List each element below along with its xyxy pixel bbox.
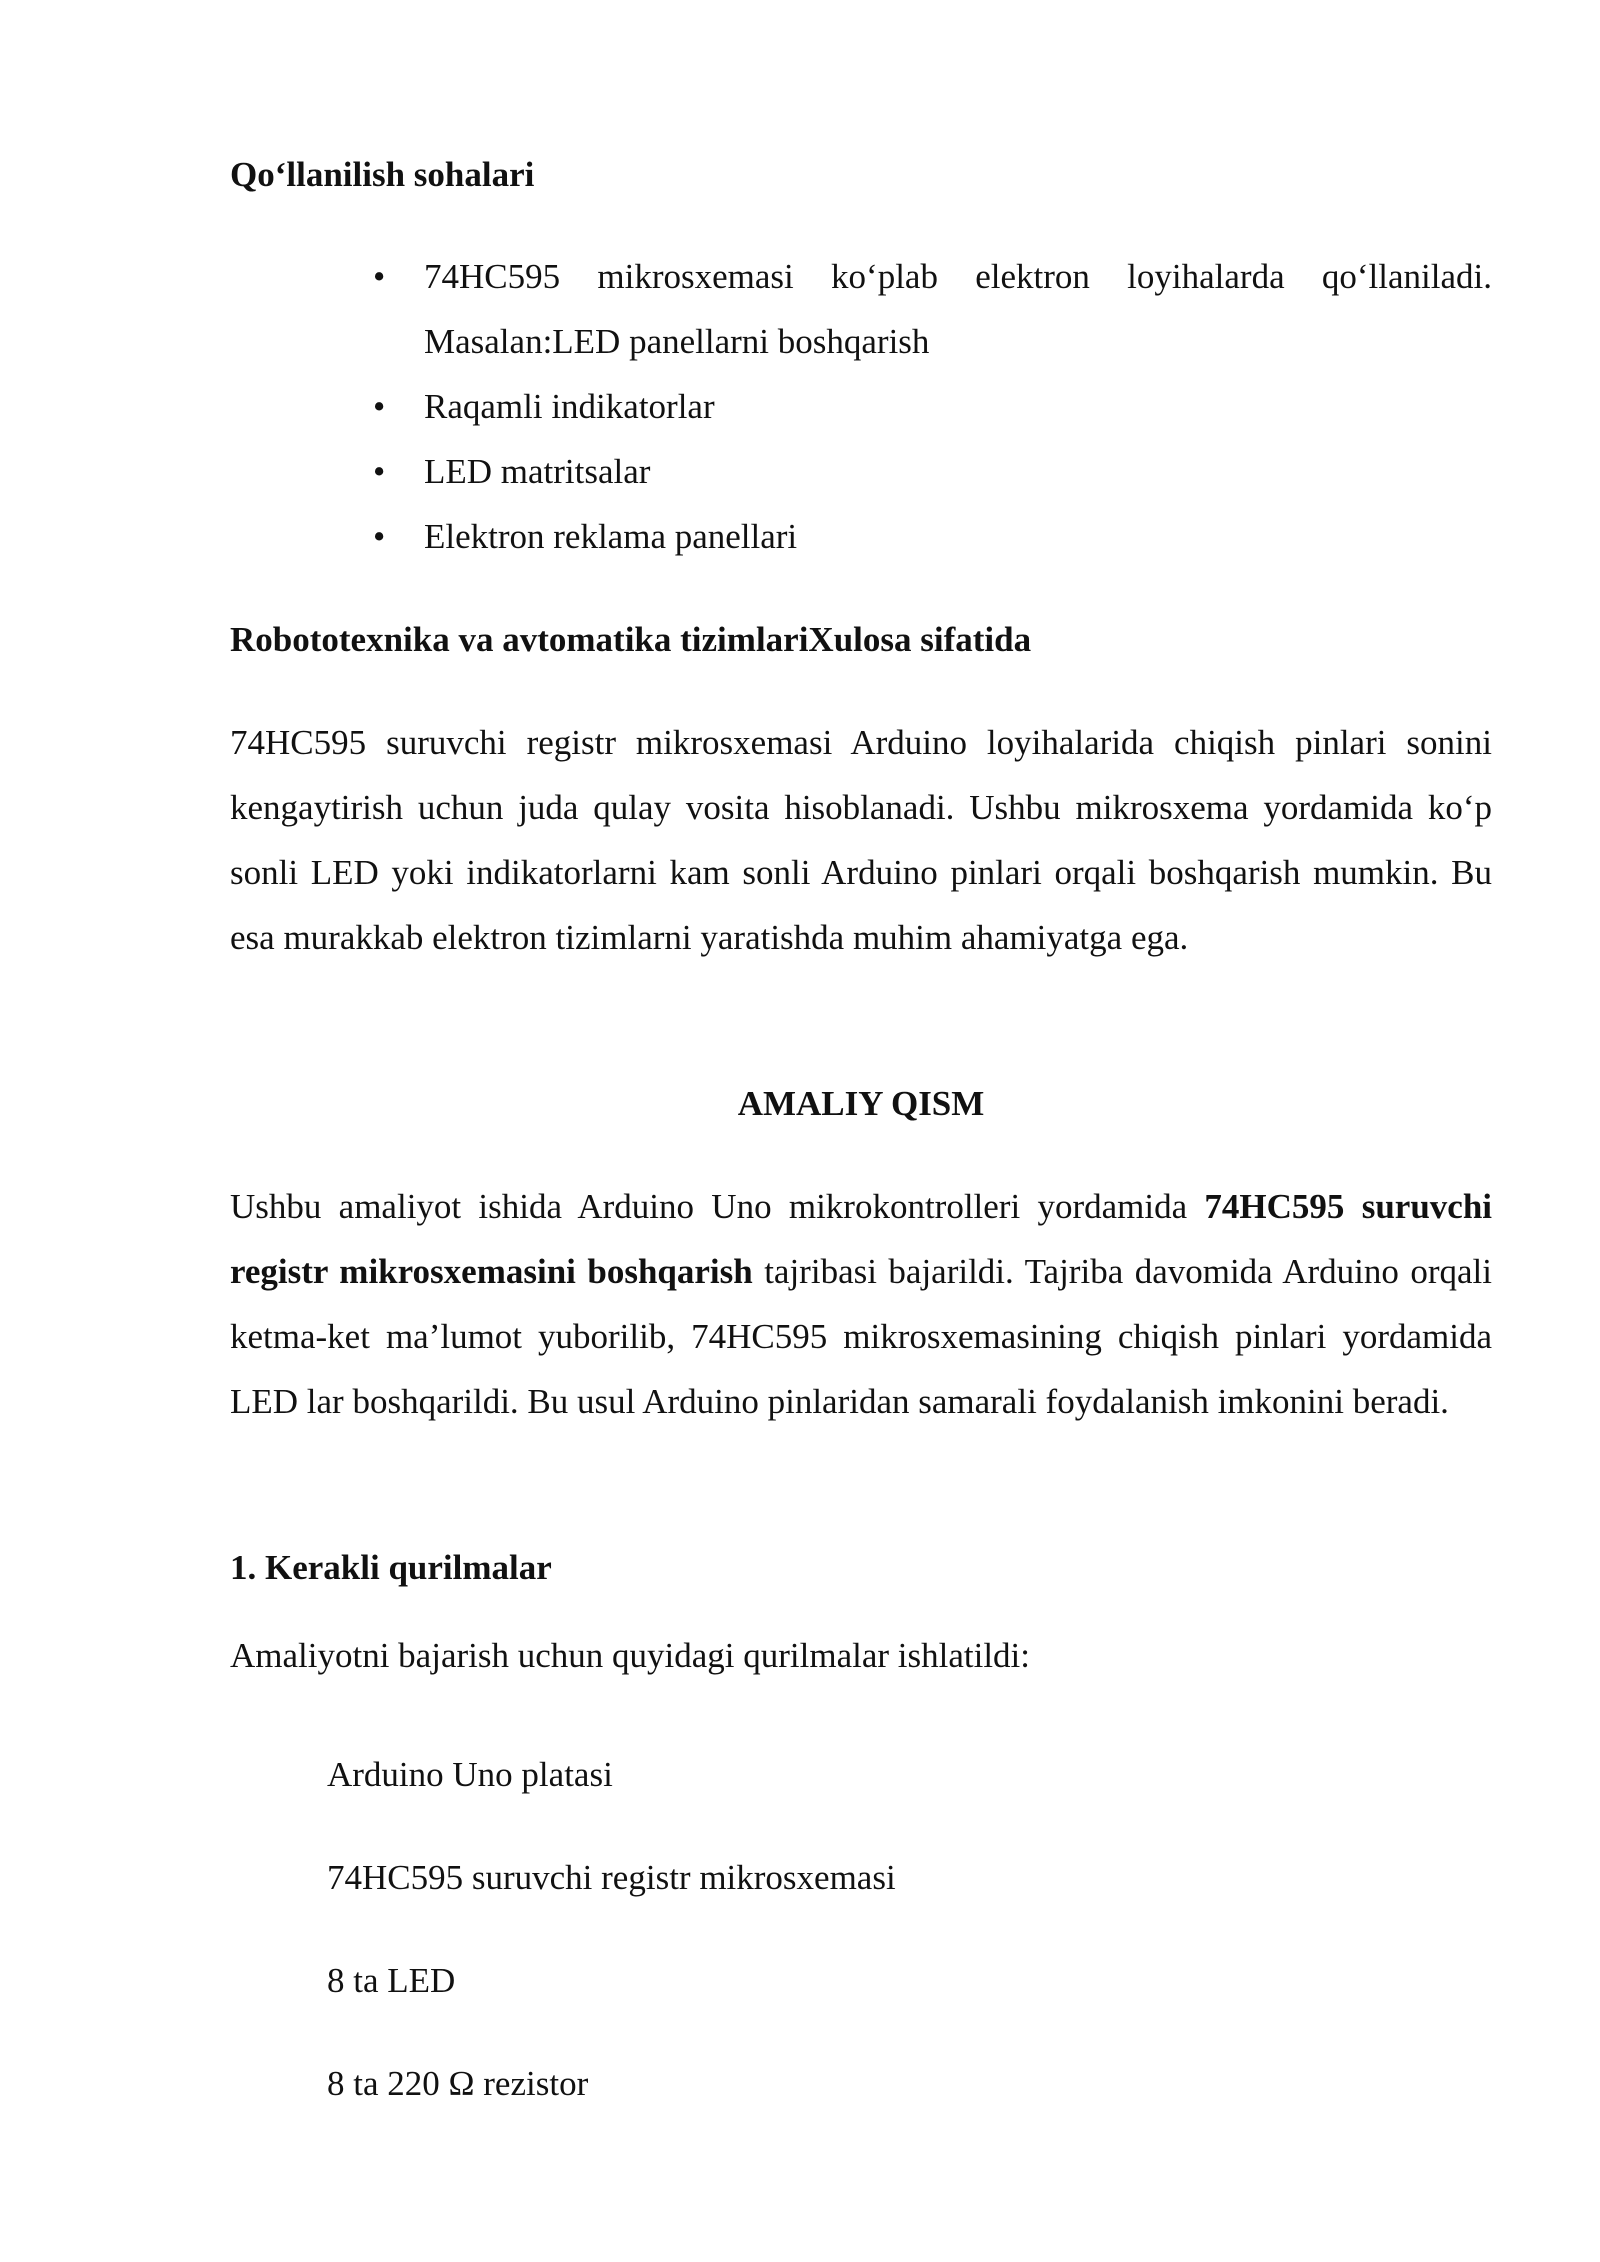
bullet-icon: • (373, 452, 386, 491)
practical-paragraph-text-end: tajribasi bajarildi. Tajriba davomida Arduino orqali ketma-ket ma’lumot yuborilib, 74HC595 mikrosxemasining chiqish pinlari yordamida LED lar boshqarildi. Bu usul Arduino pinlaridan samarali foydalanish imkonini beradi. (230, 1252, 1493, 1421)
equipment-intro: Amaliyotni bajarish uchun quyidagi qurilmalar ishlatildi: (230, 1636, 1030, 1675)
applications-bullet-list (230, 244, 1492, 569)
equipment-item: 8 ta 220 Ω rezistor (327, 2064, 589, 2103)
list-item (230, 504, 1492, 569)
list-item (230, 244, 1492, 374)
bullet-icon: • (373, 517, 386, 556)
bullet-text: Raqamli indikatorlar (424, 387, 715, 426)
bullet-icon: • (373, 387, 386, 426)
practical-paragraph (230, 1174, 1492, 1434)
equipment-item: 74HC595 suruvchi registr mikrosxemasi (327, 1858, 896, 1897)
section-heading-conclusion: Robototexnika va avtomatika tizimlariXulosa sifatida (230, 620, 1032, 659)
practical-paragraph-bold: 74HC595 suruvchi registr mikrosxemasini boshqarish (230, 1187, 1493, 1291)
bullet-text: 74HC595 mikrosxemasi ko‘plab elektron loyihalarda qo‘llaniladi. Masalan:LED panellarni boshqarish (424, 257, 1492, 361)
list-item (230, 374, 1492, 439)
bullet-icon: • (373, 257, 386, 296)
bullet-text: LED matritsalar (424, 452, 651, 491)
practical-part-title: AMALIY QISM (737, 1084, 985, 1123)
bullet-text: Elektron reklama panellari (424, 517, 798, 556)
list-item (230, 439, 1492, 504)
section-heading-equipment: 1. Kerakli qurilmalar (230, 1548, 552, 1587)
equipment-item: Arduino Uno platasi (327, 1755, 613, 1794)
conclusion-paragraph: 74HC595 suruvchi registr mikrosxemasi Arduino loyihalarida chiqish pinlari sonini kengaytirish uchun juda qulay vosita hisoblanadi. Ushbu mikrosxema yordamida ko‘p sonli LED yoki indikatorlarni kam sonli Arduino pinlari orqali boshqarish mumkin. Bu esa murakkab elektron tizimlarni yaratishda muhim ahamiyatga ega. (230, 723, 1492, 957)
practical-paragraph-text: Ushbu amaliyot ishida Arduino Uno mikrokontrolleri yordamida (230, 1187, 1205, 1226)
section-heading-applications: Qo‘llanilish sohalari (230, 155, 535, 194)
equipment-item: 8 ta LED (327, 1961, 456, 2000)
